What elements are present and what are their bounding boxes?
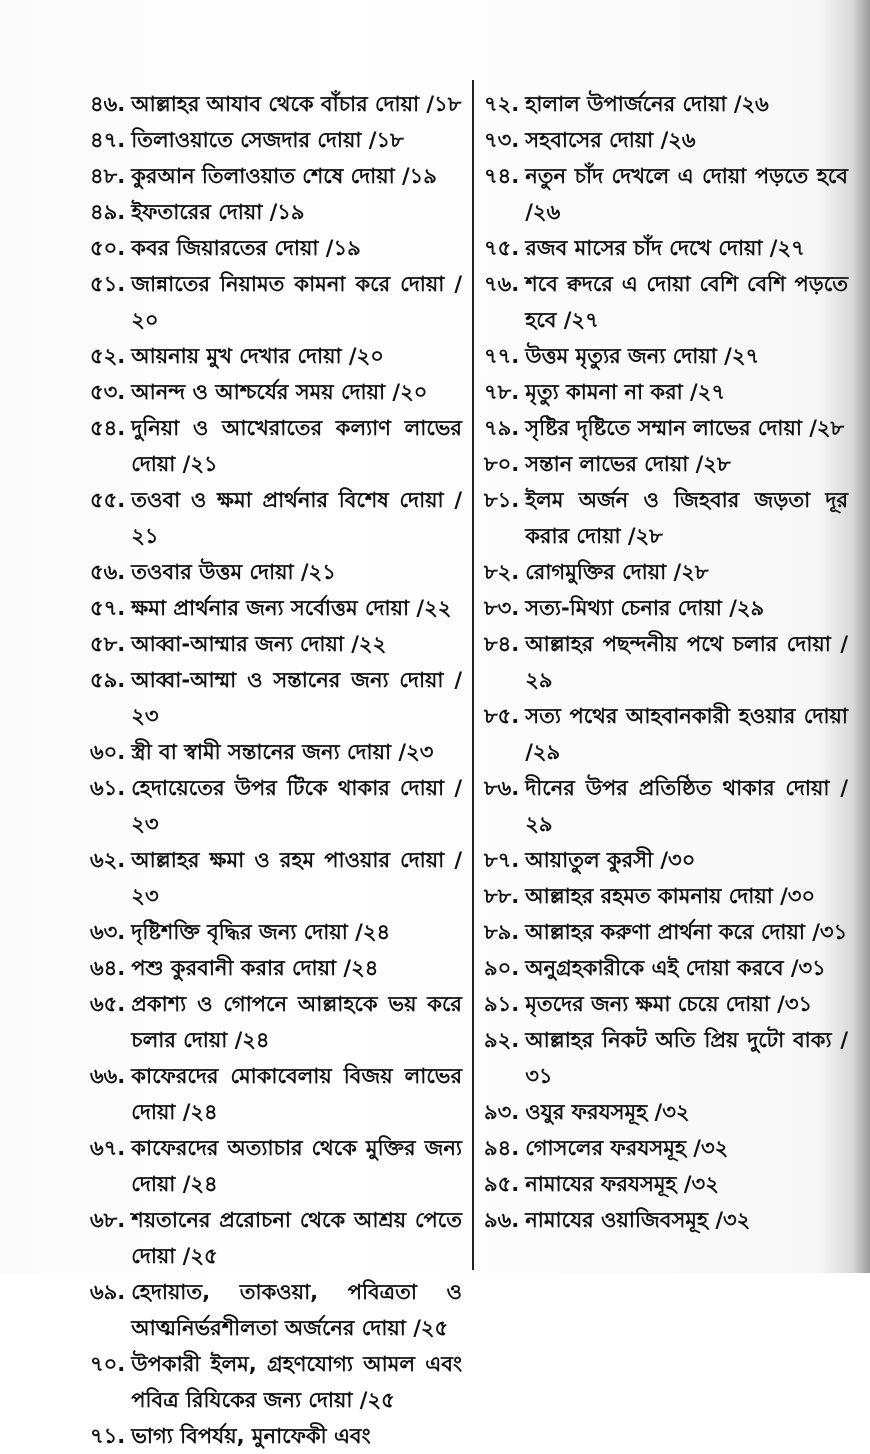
toc-entry (90, 122, 462, 158)
toc-entry (90, 662, 462, 734)
toc-entry (90, 1274, 462, 1346)
toc-entry (90, 374, 462, 410)
entry-text: ইলম অর্জন ও জিহবার জড়তা দূর করার দোয়া /২৮ (525, 488, 848, 548)
toc-entry (90, 1130, 462, 1202)
toc-entry (484, 878, 848, 914)
entry-text: রজব মাসের চাঁদ দেখে দোয়া /২৭ (525, 236, 805, 260)
toc-entry (90, 554, 462, 590)
entry-text: আল্লাহর নিকট অতি প্রিয় দুটো বাক্য /৩১ (525, 1028, 848, 1088)
entry-number: ৭৬. (484, 272, 520, 296)
entry-text: মৃত্যু কামনা না করা /২৭ (525, 380, 726, 404)
entry-number: ৭৩. (484, 128, 520, 152)
entry-number: ৬৭. (90, 1136, 126, 1160)
entry-number: ৮৮. (484, 884, 520, 908)
toc-entry (90, 1418, 462, 1454)
entry-text: শয়তানের প্ররোচনা থেকে আশ্রয় পেতে দোয়া /২৫ (131, 1208, 462, 1268)
entry-number: ৭৪. (484, 164, 520, 188)
entry-number: ৬০. (90, 740, 126, 764)
toc-entry (484, 1202, 848, 1238)
toc-entry (484, 1094, 848, 1130)
entry-text: আল্লাহর পছন্দনীয় পথে চলার দোয়া /২৯ (525, 632, 848, 692)
toc-entry (484, 842, 848, 878)
entry-text: আল্লাহর রহমত কামনায় দোয়া /৩০ (525, 884, 816, 908)
entry-text: কবর জিয়ারতের দোয়া /১৯ (131, 236, 361, 260)
entry-text: হালাল উপার্জনের দোয়া /২৬ (525, 92, 769, 116)
entry-text: ইফতারের দোয়া /১৯ (131, 200, 305, 224)
toc-entry (484, 158, 848, 230)
toc-entry (90, 914, 462, 950)
entry-number: ৮৫. (484, 704, 520, 728)
column-divider (472, 80, 474, 1270)
entry-number: ৫৩. (90, 380, 126, 404)
entry-text: নামাযের ওয়াজিবসমূহ /৩২ (525, 1208, 751, 1232)
toc-entry (484, 626, 848, 698)
entry-text: ভাগ্য বিপর্যয়, মুনাফেকী এবং (131, 1424, 371, 1448)
toc-entry (484, 986, 848, 1022)
toc-entry (90, 194, 462, 230)
entry-text: সহবাসের দোয়া /২৬ (525, 128, 696, 152)
toc-entry (484, 770, 848, 842)
toc-entry (90, 1346, 462, 1418)
toc-entry (90, 770, 462, 842)
entry-number: ৬৪. (90, 956, 126, 980)
toc-entry (90, 842, 462, 914)
entry-number: ৯৫. (484, 1172, 520, 1196)
entry-number: ৯৬. (484, 1208, 520, 1232)
entry-number: ৫৯. (90, 668, 126, 692)
entry-number: ৫৮. (90, 632, 126, 656)
toc-entry (90, 950, 462, 986)
entry-text: দীনের উপর প্রতিষ্ঠিত থাকার দোয়া /২৯ (525, 776, 848, 836)
entry-text: হেদায়েতের উপর টিকে থাকার দোয়া /২৩ (131, 776, 462, 836)
toc-entry (484, 590, 848, 626)
entry-text: প্রকাশ্য ও গোপনে আল্লাহকে ভয় করে চলার দোয়া /২৪ (131, 992, 462, 1052)
entry-number: ৮৪. (484, 632, 520, 656)
toc-entry (484, 230, 848, 266)
entry-text: জান্নাতের নিয়ামত কামনা করে দোয়া /২০ (131, 272, 462, 332)
toc-entry (484, 1022, 848, 1094)
toc-entry (90, 1202, 462, 1274)
toc-entry (484, 374, 848, 410)
entry-number: ৫১. (90, 272, 126, 296)
toc-entry (484, 446, 848, 482)
entry-text: তিলাওয়াতে সেজদার দোয়া /১৮ (131, 128, 404, 152)
entry-text: উপকারী ইলম, গ্রহণযোগ্য আমল এবং পবিত্র রিযিকের জন্য দোয়া /২৫ (131, 1352, 462, 1412)
toc-entry (484, 914, 848, 950)
toc-entry (90, 230, 462, 266)
entry-text: তওবা ও ক্ষমা প্রার্থনার বিশেষ দোয়া /২১ (131, 488, 462, 548)
entry-number: ৮৩. (484, 596, 520, 620)
entry-number: ৮৬. (484, 776, 520, 800)
toc-entry (90, 338, 462, 374)
entry-number: ৬৮. (90, 1208, 126, 1232)
entry-number: ৬৯. (90, 1280, 126, 1304)
entry-number: ৪৭. (90, 128, 126, 152)
right-column (484, 86, 848, 1238)
toc-entry (90, 626, 462, 662)
entry-text: আনন্দ ও আশ্চর্যের সময় দোয়া /২০ (131, 380, 428, 404)
entry-text: আল্লাহর করুণা প্রার্থনা করে দোয়া /৩১ (525, 920, 848, 944)
toc-entry (484, 698, 848, 770)
entry-number: ৯৩. (484, 1100, 520, 1124)
toc-entry (484, 122, 848, 158)
toc-entry (90, 86, 462, 122)
toc-entry (484, 410, 848, 446)
toc-entry (90, 482, 462, 554)
entry-text: আল্লাহর ক্ষমা ও রহম পাওয়ার দোয়া /২৩ (131, 848, 462, 908)
entry-number: ৬২. (90, 848, 126, 872)
entry-text: পশু কুরবানী করার দোয়া /২৪ (131, 956, 379, 980)
entry-number: ৭৯. (484, 416, 520, 440)
entry-text: কাফেরদের অত্যাচার থেকে মুক্তির জন্য দোয়া /২৪ (131, 1136, 462, 1196)
entry-text: ক্ষমা প্রার্থনার জন্য সর্বোত্তম দোয়া /২২ (131, 596, 452, 620)
toc-entry (484, 554, 848, 590)
entry-text: দৃষ্টিশক্তি বৃদ্ধির জন্য দোয়া /২৪ (131, 920, 391, 944)
toc-entry (90, 734, 462, 770)
entry-number: ৭৫. (484, 236, 520, 260)
entry-text: সৃষ্টির দৃষ্টিতে সম্মান লাভের দোয়া /২৮ (525, 416, 845, 440)
entry-text: নামাযের ফরযসমূহ /৩২ (525, 1172, 719, 1196)
toc-entry (484, 338, 848, 374)
entry-number: ৫৭. (90, 596, 126, 620)
entry-text: সত্য পথের আহবানকারী হওয়ার দোয়া /২৯ (525, 704, 848, 764)
entry-number: ৮০. (484, 452, 520, 476)
entry-text: গোসলের ফরযসমূহ /৩২ (525, 1136, 729, 1160)
entry-number: ৯২. (484, 1028, 520, 1052)
toc-entry (484, 86, 848, 122)
entry-number: ৫২. (90, 344, 126, 368)
entry-text: আয়নায় মুখ দেখার দোয়া /২০ (131, 344, 384, 368)
entry-text: কাফেরদের মোকাবেলায় বিজয় লাভের দোয়া /২৪ (131, 1064, 462, 1124)
entry-number: ৪৬. (90, 92, 126, 116)
entry-number: ৮৯. (484, 920, 520, 944)
toc-entry (90, 158, 462, 194)
toc-entry (484, 950, 848, 986)
entry-text: আব্বা-আম্মার জন্য দোয়া /২২ (131, 632, 387, 656)
entry-number: ৯৪. (484, 1136, 520, 1160)
entry-text: হেদায়াত, তাকওয়া, পবিত্রতা ও আত্মনির্ভরশীলতা অর্জনের দোয়া /২৫ (131, 1280, 462, 1340)
entry-text: উত্তম মৃত্যুর জন্য দোয়া /২৭ (525, 344, 760, 368)
toc-entry (484, 1130, 848, 1166)
toc-entry (484, 1166, 848, 1202)
toc-entry (484, 266, 848, 338)
entry-text: সন্তান লাভের দোয়া /২৮ (525, 452, 731, 476)
entry-number: ৭১. (90, 1424, 126, 1448)
entry-text: অনুগ্রহকারীকে এই দোয়া করবে /৩১ (525, 956, 826, 980)
entry-number: ৬৩. (90, 920, 126, 944)
entry-number: ৮১. (484, 488, 520, 512)
entry-number: ৯১. (484, 992, 520, 1016)
entry-number: ৮২. (484, 560, 520, 584)
entry-number: ৮৭. (484, 848, 520, 872)
entry-number: ৬৬. (90, 1064, 126, 1088)
toc-entry (90, 590, 462, 626)
entry-text: ওযুর ফরযসমূহ /৩২ (525, 1100, 690, 1124)
entry-text: মৃতদের জন্য ক্ষমা চেয়ে দোয়া /৩১ (525, 992, 813, 1016)
entry-number: ৭০. (90, 1352, 126, 1376)
entry-number: ৪৮. (90, 164, 126, 188)
entry-number: ৯০. (484, 956, 520, 980)
toc-entry (90, 1058, 462, 1130)
entry-number: ৫০. (90, 236, 126, 260)
toc-entry (484, 482, 848, 554)
entry-number: ৬১. (90, 776, 126, 800)
entry-text: সত্য-মিথ্যা চেনার দোয়া /২৯ (525, 596, 765, 620)
entry-number: ৫৬. (90, 560, 126, 584)
entry-text: কুরআন তিলাওয়াত শেষে দোয়া /১৯ (131, 164, 437, 188)
entry-number: ৫৪. (90, 416, 126, 440)
entry-text: আয়াতুল কুরসী /৩০ (525, 848, 696, 872)
entry-text: দুনিয়া ও আখেরাতের কল্যাণ লাভের দোয়া /২১ (131, 416, 462, 476)
entry-text: শবে ক্বদরে এ দোয়া বেশি বেশি পড়তে হবে /২৭ (525, 272, 848, 332)
entry-text: আব্বা-আম্মা ও সন্তানের জন্য দোয়া /২৩ (131, 668, 462, 728)
toc-entry (90, 410, 462, 482)
entry-number: ৭৭. (484, 344, 520, 368)
entry-text: স্ত্রী বা স্বামী সন্তানের জন্য দোয়া /২৩ (131, 740, 434, 764)
entry-text: তওবার উত্তম দোয়া /২১ (131, 560, 336, 584)
entry-text: রোগমুক্তির দোয়া /২৮ (525, 560, 709, 584)
entry-number: ৭২. (484, 92, 520, 116)
entry-number: ৬৫. (90, 992, 126, 1016)
entry-text: আল্লাহর আযাব থেকে বাঁচার দোয়া /১৮ (131, 92, 462, 116)
toc-entry (90, 266, 462, 338)
entry-text: নতুন চাঁদ দেখলে এ দোয়া পড়তে হবে /২৬ (525, 164, 848, 224)
entry-number: ৫৫. (90, 488, 126, 512)
entry-number: ৭৮. (484, 380, 520, 404)
left-column (90, 86, 462, 1454)
toc-entry (90, 986, 462, 1058)
entry-number: ৪৯. (90, 200, 126, 224)
